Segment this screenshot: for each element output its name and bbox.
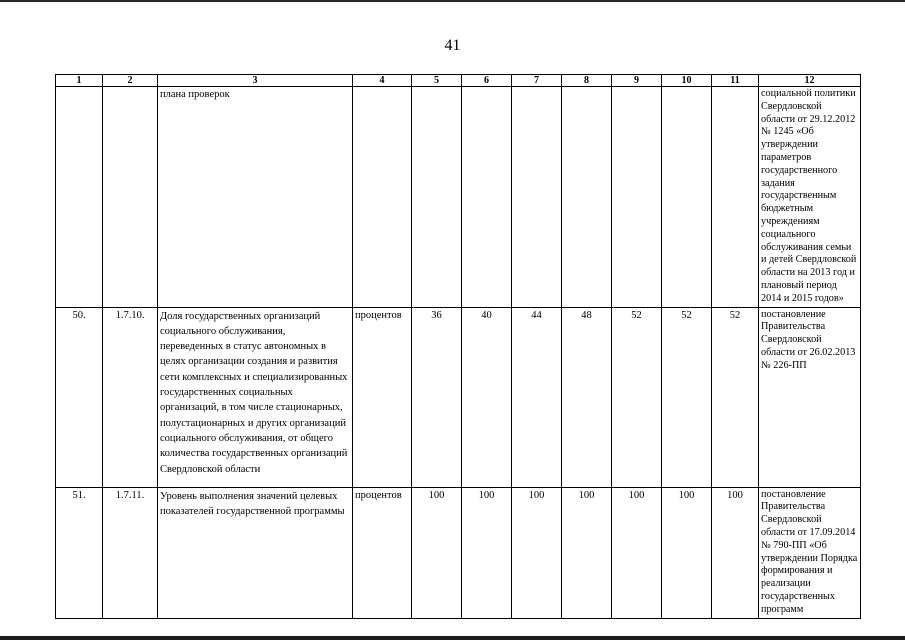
item-code-cell: 1.7.10.: [103, 307, 158, 487]
unit-cell: процентов: [353, 487, 412, 618]
header-cell: 1: [56, 75, 103, 87]
value-cell: 100: [612, 487, 662, 618]
value-cell: 44: [512, 307, 562, 487]
value-cell: [412, 87, 462, 308]
header-row: [56, 75, 861, 87]
item-code-cell: 1.7.11.: [103, 487, 158, 618]
value-cell: [512, 87, 562, 308]
value-cell: 52: [662, 307, 712, 487]
table-row: [56, 307, 861, 487]
indicator-description-cell: Доля государственных организаций социального обслуживания, переведенных в статус автономных в целях организации создания и развития сети комплексных и специализированных государственных социальных организаций, в том числе стационарных, полустационарных и других организаций социального обслуживания, от общего количества государственных организаций Свердловской области: [158, 307, 353, 487]
value-cell: 100: [562, 487, 612, 618]
legal-basis-cell: постановление Правительства Свердловской области от 17.09.2014 № 790-ПП «Об утверждении Порядка формирования и реализации государственных программ: [759, 487, 861, 618]
header-cell: 12: [759, 75, 861, 87]
header-cell: 11: [712, 75, 759, 87]
legal-basis-cell: социальной политики Свердловской области от 29.12.2012 № 1245 «Об утверждении параметров государственного задания государственным бюджетным учреждениям социального обслуживания семьи и детей Свердловской области на 2013 год и плановый период 2014 и 2015 годов»: [759, 87, 861, 308]
indicator-description-cell: Уровень выполнения значений целевых показателей государственной программы: [158, 487, 353, 618]
scan-top-edge: [0, 0, 905, 2]
value-cell: [612, 87, 662, 308]
legal-basis-cell: постановление Правительства Свердловской области от 26.02.2013 № 226-ПП: [759, 307, 861, 487]
value-cell: 48: [562, 307, 612, 487]
header-cell: 6: [462, 75, 512, 87]
header-cell: 9: [612, 75, 662, 87]
header-cell: 3: [158, 75, 353, 87]
scan-bottom-edge: [0, 636, 905, 640]
value-cell: [712, 87, 759, 308]
indicators-table: [55, 74, 861, 619]
value-cell: 52: [612, 307, 662, 487]
value-cell: 100: [662, 487, 712, 618]
header-cell: 8: [562, 75, 612, 87]
value-cell: 36: [412, 307, 462, 487]
item-code-cell: [103, 87, 158, 308]
value-cell: 100: [462, 487, 512, 618]
table-row: [56, 487, 861, 618]
value-cell: 40: [462, 307, 512, 487]
unit-cell: процентов: [353, 307, 412, 487]
value-cell: 100: [512, 487, 562, 618]
header-cell: 10: [662, 75, 712, 87]
row-number-cell: 51.: [56, 487, 103, 618]
value-cell: [662, 87, 712, 308]
indicator-description-cell: плана проверок: [158, 87, 353, 308]
header-cell: 2: [103, 75, 158, 87]
value-cell: 100: [412, 487, 462, 618]
header-cell: 4: [353, 75, 412, 87]
value-cell: 52: [712, 307, 759, 487]
table-row: [56, 87, 861, 308]
row-number-cell: [56, 87, 103, 308]
value-cell: [562, 87, 612, 308]
page-number: 41: [444, 37, 461, 54]
value-cell: [462, 87, 512, 308]
value-cell: 100: [712, 487, 759, 618]
header-cell: 5: [412, 75, 462, 87]
unit-cell: [353, 87, 412, 308]
row-number-cell: 50.: [56, 307, 103, 487]
header-cell: 7: [512, 75, 562, 87]
